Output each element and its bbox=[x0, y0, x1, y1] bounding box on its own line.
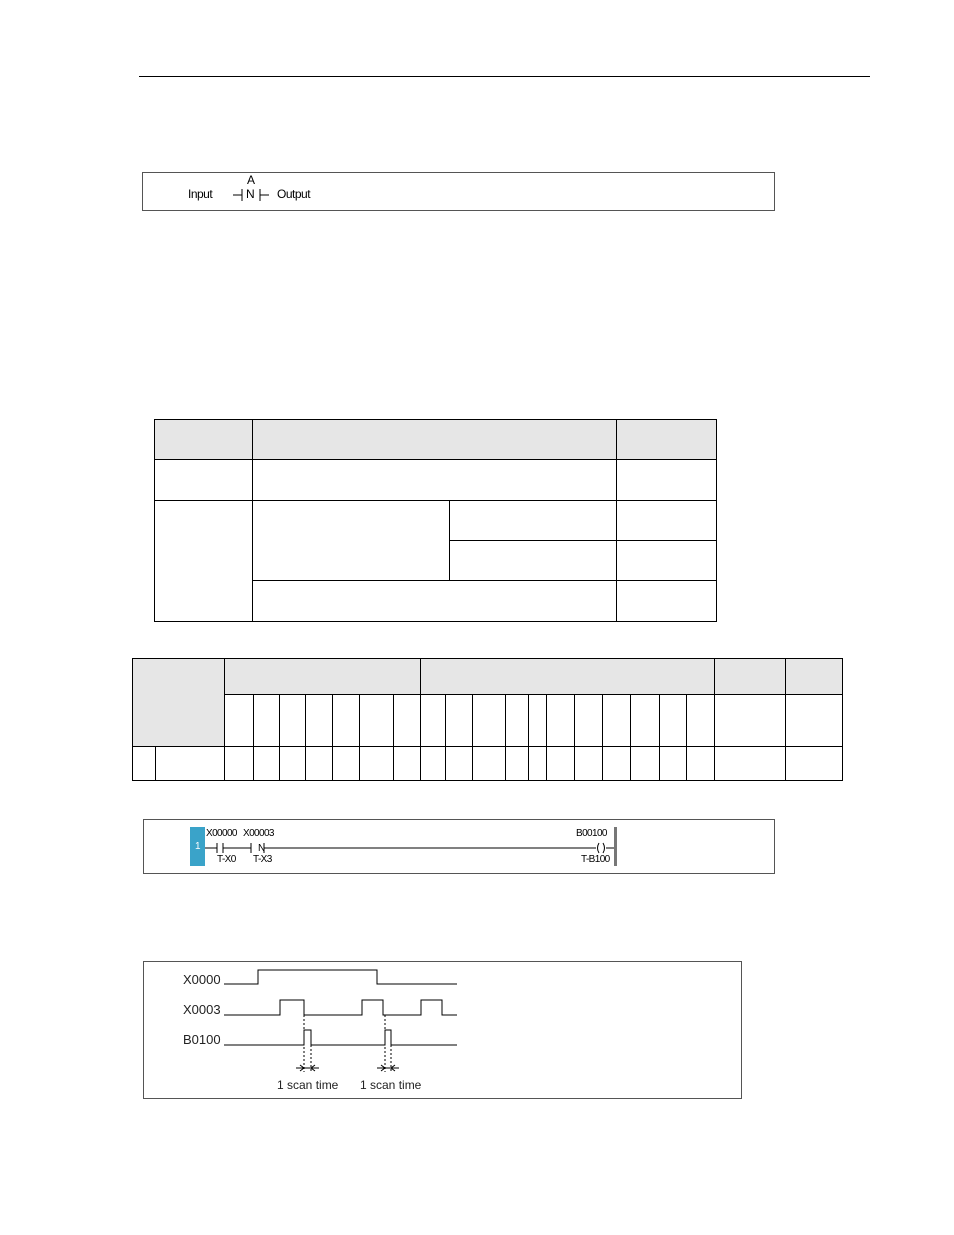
scan-time-label: 1 scan time bbox=[360, 1078, 422, 1092]
scan-time-label: 1 scan time bbox=[277, 1078, 339, 1092]
contact-letter: N bbox=[246, 187, 255, 201]
device-cell bbox=[446, 747, 473, 781]
operand-cell bbox=[155, 501, 253, 622]
device-subheader-cell bbox=[225, 695, 254, 747]
device-header-cell bbox=[133, 659, 225, 747]
device-subheader-cell bbox=[394, 695, 421, 747]
device-cell bbox=[473, 747, 506, 781]
device-subheader-cell bbox=[686, 695, 714, 747]
device-cell bbox=[306, 747, 333, 781]
device-cell bbox=[225, 747, 254, 781]
operand-cell bbox=[155, 460, 253, 501]
output-label: Output bbox=[277, 187, 311, 201]
device-header-cell bbox=[421, 659, 714, 695]
operand-label: A bbox=[247, 173, 255, 187]
operand-header-cell bbox=[617, 420, 717, 460]
device-cell bbox=[686, 747, 714, 781]
device-subheader-cell bbox=[785, 695, 842, 747]
device-cell bbox=[280, 747, 306, 781]
coil-alias: T-B100 bbox=[581, 854, 610, 865]
contact1-device: X00000 bbox=[206, 828, 237, 839]
header-rule bbox=[139, 76, 870, 77]
device-cell bbox=[785, 747, 842, 781]
timing-waveforms bbox=[144, 962, 741, 1098]
device-subheader-cell bbox=[603, 695, 630, 747]
device-cell bbox=[529, 747, 547, 781]
device-subheader-cell bbox=[306, 695, 333, 747]
operand-cell bbox=[253, 501, 450, 581]
device-subheader-cell bbox=[446, 695, 473, 747]
device-cell bbox=[603, 747, 630, 781]
device-subheader-cell bbox=[630, 695, 659, 747]
operand-cell bbox=[253, 460, 617, 501]
device-cell bbox=[360, 747, 394, 781]
device-cell bbox=[421, 747, 446, 781]
operand-header-cell bbox=[253, 420, 617, 460]
device-cell bbox=[547, 747, 575, 781]
device-cell bbox=[659, 747, 686, 781]
contact2-symbol: N bbox=[258, 843, 265, 854]
device-header-cell bbox=[714, 659, 785, 695]
signal-label: X0003 bbox=[183, 1002, 221, 1017]
device-subheader-cell bbox=[714, 695, 785, 747]
operand-cell bbox=[450, 501, 617, 541]
operand-cell bbox=[617, 581, 717, 622]
operand-table bbox=[154, 419, 717, 622]
device-cell bbox=[394, 747, 421, 781]
device-cell bbox=[156, 747, 225, 781]
signal-label: B0100 bbox=[183, 1032, 221, 1047]
device-header-cell bbox=[225, 659, 421, 695]
device-cell bbox=[254, 747, 280, 781]
device-table bbox=[132, 658, 843, 781]
device-subheader-cell bbox=[360, 695, 394, 747]
device-header-cell bbox=[785, 659, 842, 695]
device-cell bbox=[506, 747, 529, 781]
timing-chart-box bbox=[143, 961, 742, 1099]
signal-label: X0000 bbox=[183, 972, 221, 987]
device-cell bbox=[714, 747, 785, 781]
device-subheader-cell bbox=[529, 695, 547, 747]
device-cell bbox=[333, 747, 360, 781]
contact2-alias: T-X3 bbox=[253, 854, 272, 865]
instruction-symbol-box bbox=[142, 172, 775, 211]
device-subheader-cell bbox=[254, 695, 280, 747]
coil-device: B00100 bbox=[576, 828, 607, 839]
device-subheader-cell bbox=[280, 695, 306, 747]
device-subheader-cell bbox=[659, 695, 686, 747]
operand-cell bbox=[253, 581, 617, 622]
ladder-program-box bbox=[143, 819, 775, 874]
device-subheader-cell bbox=[506, 695, 529, 747]
device-cell bbox=[133, 747, 156, 781]
contact2-device: X00003 bbox=[243, 828, 274, 839]
contact1-alias: T-X0 bbox=[217, 854, 236, 865]
device-subheader-cell bbox=[575, 695, 603, 747]
device-subheader-cell bbox=[547, 695, 575, 747]
device-cell bbox=[630, 747, 659, 781]
device-subheader-cell bbox=[333, 695, 360, 747]
operand-cell bbox=[450, 541, 617, 581]
step-number: 1 bbox=[195, 841, 200, 852]
device-cell bbox=[575, 747, 603, 781]
operand-cell bbox=[617, 501, 717, 541]
device-subheader-cell bbox=[473, 695, 506, 747]
operand-header-cell bbox=[155, 420, 253, 460]
device-subheader-cell bbox=[421, 695, 446, 747]
input-label: Input bbox=[188, 187, 213, 201]
operand-cell bbox=[617, 541, 717, 581]
right-power-rail bbox=[614, 827, 617, 866]
operand-cell bbox=[617, 460, 717, 501]
